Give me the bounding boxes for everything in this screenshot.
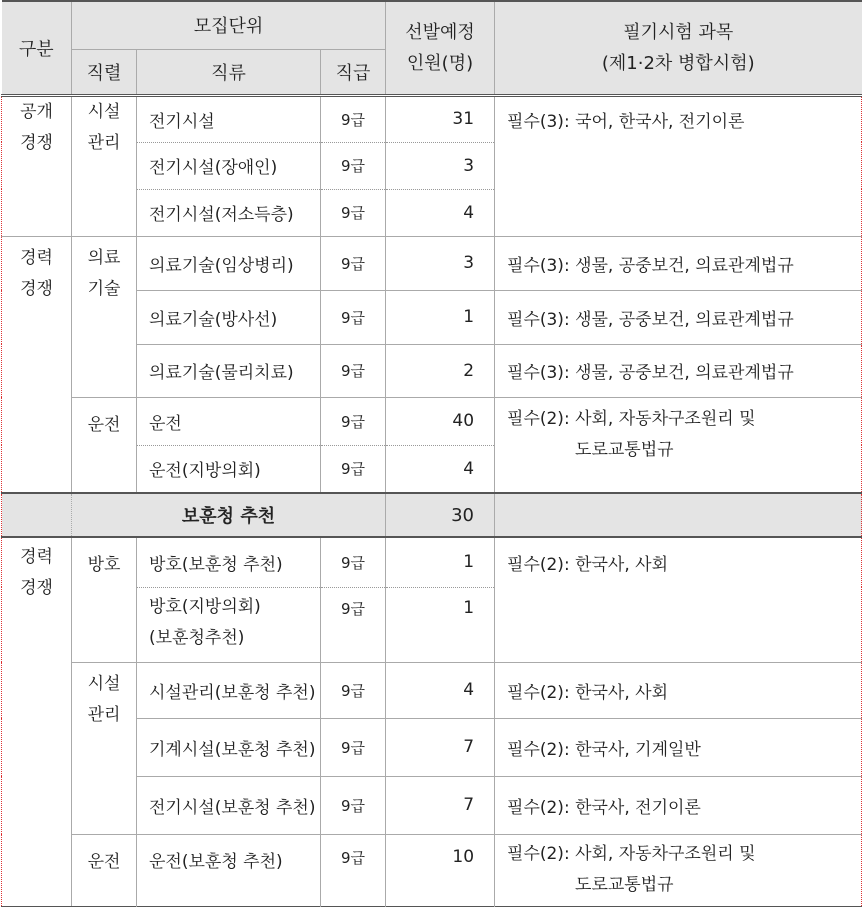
category-career: 경력 경쟁 [2,537,72,906]
job-grade: 9급 [321,189,386,236]
header-quota-line2: 인원(명) [406,52,474,74]
header-job: 직류 [137,49,321,95]
job-count: 4 [386,189,495,236]
header-quota-line1: 선발예정 [405,21,475,43]
job-grade: 9급 [321,236,386,290]
job-name: 방호(지방의회) (보훈청추천) [137,587,321,662]
series-driving: 운전 [72,834,137,906]
job-count: 7 [386,718,495,776]
exam-subjects: 필수(3): 국어, 한국사, 전기이론 [495,95,862,236]
job-count: 1 [386,587,495,662]
job-name: 전기시설 [137,95,321,142]
header-category: 구분 [2,1,72,95]
job-name: 방호(보훈청 추천) [137,537,321,587]
job-grade: 9급 [321,776,386,834]
job-grade: 9급 [321,718,386,776]
job-name: 전기시설(저소득층) [137,189,321,236]
recruitment-table [1,0,862,907]
header-subjects [495,1,862,95]
job-count: 1 [386,537,495,587]
job-count: 4 [386,445,495,493]
category-career: 경력 경쟁 [2,236,72,493]
veteran-count: 30 [386,493,495,537]
job-name: 기계시설(보훈청 추천) [137,718,321,776]
category-open: 공개 경쟁 [2,95,72,236]
series-facility: 시설 관리 [72,95,137,236]
series-driving: 운전 [72,397,137,493]
job-grade: 9급 [321,587,386,662]
veteran-blank [2,493,72,537]
job-name: 운전(보훈청 추천) [137,834,321,906]
header-series: 직렬 [72,49,137,95]
job-grade: 9급 [321,537,386,587]
job-name: 의료기술(임상병리) [137,236,321,290]
exam-subjects: 필수(2): 사회, 자동차구조원리 및 도로교통법규 [495,397,862,493]
exam-subjects: 필수(3): 생물, 공중보건, 의료관계법규 [495,344,862,397]
header-grade: 직급 [321,49,386,95]
exam-subjects: 필수(2): 한국사, 기계일반 [495,718,862,776]
job-count: 1 [386,290,495,344]
exam-subjects: 필수(2): 한국사, 사회 [495,662,862,718]
job-count: 2 [386,344,495,397]
job-grade: 9급 [321,95,386,142]
exam-subjects: 필수(3): 생물, 공중보건, 의료관계법규 [495,290,862,344]
exam-subjects: 필수(2): 사회, 자동차구조원리 및 도로교통법규 [495,834,862,906]
header-unit: 모집단위 [72,1,386,49]
header-quota [386,1,495,95]
job-grade: 9급 [321,834,386,906]
job-count: 3 [386,142,495,189]
job-count: 31 [386,95,495,142]
job-grade: 9급 [321,445,386,493]
exam-subjects: 필수(2): 한국사, 전기이론 [495,776,862,834]
veteran-label: 보훈청 추천 [72,493,386,537]
job-name: 운전(지방의회) [137,445,321,493]
header-subjects-line1: 필기시험 과목 [623,21,734,43]
series-facility: 시설 관리 [72,662,137,834]
job-name: 전기시설(보훈청 추천) [137,776,321,834]
job-name: 전기시설(장애인) [137,142,321,189]
job-grade: 9급 [321,397,386,445]
header-subjects-line2: (제1·2차 병합시험) [601,52,755,74]
job-count: 7 [386,776,495,834]
job-name: 의료기술(방사선) [137,290,321,344]
job-grade: 9급 [321,662,386,718]
job-grade: 9급 [321,290,386,344]
job-name: 시설관리(보훈청 추천) [137,662,321,718]
job-count: 10 [386,834,495,906]
job-grade: 9급 [321,142,386,189]
veteran-subjects-blank [495,493,862,537]
series-medical: 의료 기술 [72,236,137,397]
job-count: 40 [386,397,495,445]
exam-subjects: 필수(3): 생물, 공중보건, 의료관계법규 [495,236,862,290]
job-count: 3 [386,236,495,290]
job-count: 4 [386,662,495,718]
job-grade: 9급 [321,344,386,397]
exam-subjects: 필수(2): 한국사, 사회 [495,537,862,662]
job-name: 의료기술(물리치료) [137,344,321,397]
series-defense: 방호 [72,537,137,662]
job-name: 운전 [137,397,321,445]
